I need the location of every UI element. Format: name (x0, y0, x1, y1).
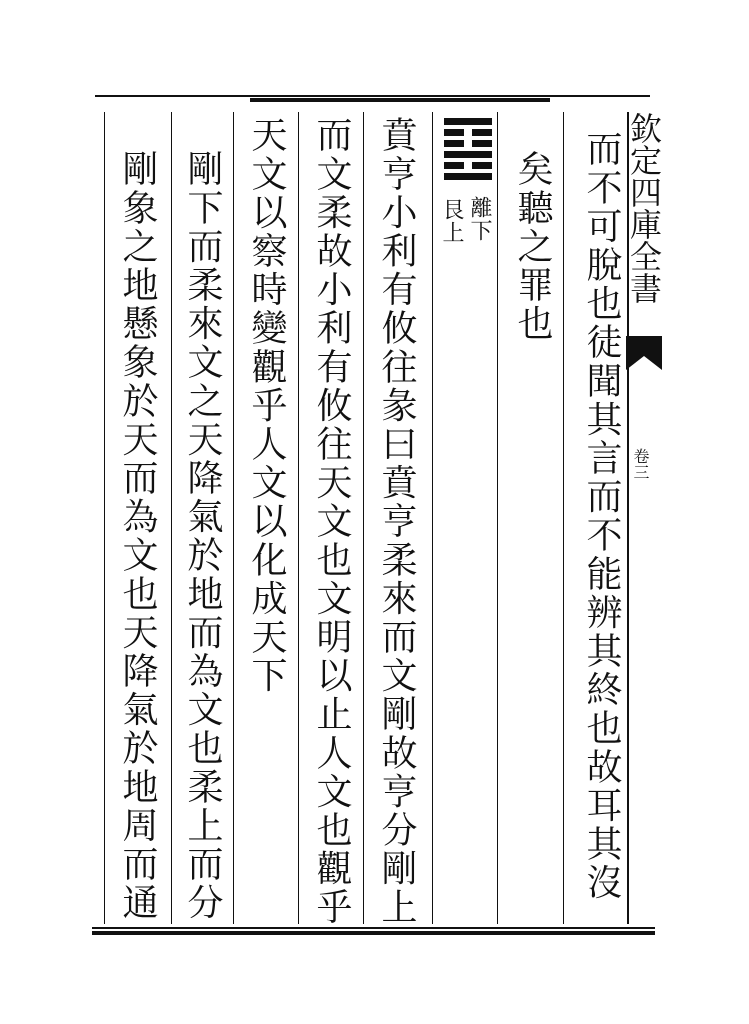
hexagram-line (472, 162, 492, 169)
hexagram-bi-icon (444, 118, 492, 184)
trigram-label-lower: 離下 (467, 196, 492, 242)
column-rule (563, 112, 564, 924)
column-rule (104, 112, 105, 924)
text-column-6: 天文以察時變觀乎人文以化成天下 (246, 116, 287, 695)
text-column-4: 賁亨小利有攸往彖曰賁亨柔來而文剛故亨分剛上 (376, 116, 417, 927)
book-title: 欽定四庫全書 (625, 112, 663, 304)
top-border-thick (250, 98, 550, 102)
hexagram-line (444, 151, 492, 158)
column-rule (233, 112, 234, 924)
fish-tail-mark-icon (626, 336, 662, 370)
hexagram-line (472, 140, 492, 147)
column-rule (363, 112, 364, 924)
column-rule (497, 112, 498, 924)
bottom-border (92, 927, 655, 929)
text-column-8: 剛象之地懸象於天而為文也天降氣於地周而通 (117, 150, 158, 922)
hexagram-line (444, 118, 492, 125)
text-column-1: 而不可脫也徒聞其言而不能辨其終也故耳其沒 (581, 130, 622, 902)
trigram-label-upper: 艮上 (439, 198, 464, 244)
text-column-7: 剛下而柔來文之天降氣於地而為文也柔上而分 (182, 150, 223, 922)
hexagram-line (472, 129, 492, 136)
column-rule (171, 112, 172, 924)
column-rule (298, 112, 299, 924)
hexagram-line (444, 140, 464, 147)
hexagram-line (444, 162, 464, 169)
volume-number: 卷三 (631, 448, 650, 480)
top-border (95, 95, 650, 97)
column-rule (432, 112, 433, 924)
text-column-2: 矣聽之罪也 (512, 150, 553, 343)
hexagram-line (444, 129, 464, 136)
text-column-5: 而文柔故小利有攸往天文也文明以止人文也觀乎 (311, 116, 352, 927)
bottom-border-thick (92, 931, 655, 935)
hexagram-line (444, 173, 492, 180)
